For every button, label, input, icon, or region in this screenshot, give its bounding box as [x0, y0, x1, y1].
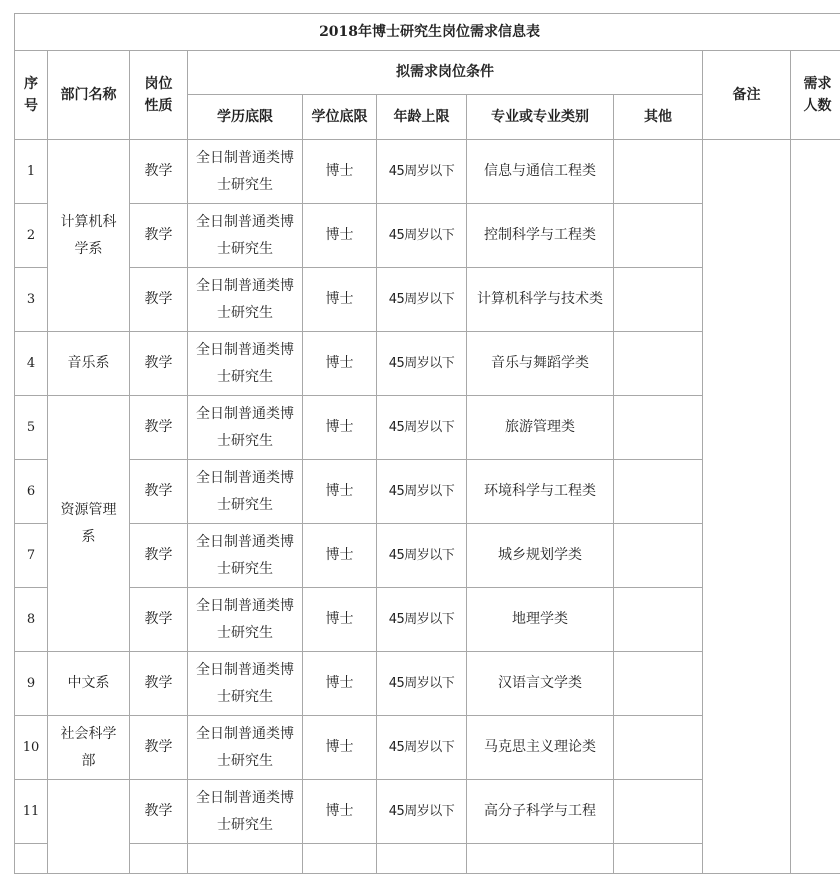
cell-seq: 10	[15, 716, 48, 780]
cell-education: 全日制普通类博士研究生	[188, 268, 303, 332]
recruitment-table	[14, 13, 840, 874]
cell-major: 城乡规划学类	[467, 524, 614, 588]
cell-seq: 5	[15, 396, 48, 460]
header-remark: 备注	[703, 51, 791, 140]
cell-age: 45周岁以下	[377, 588, 467, 652]
cell-degree: 博士	[303, 780, 377, 844]
cell-seq: 7	[15, 524, 48, 588]
cell-degree: 博士	[303, 716, 377, 780]
header-count: 需求人数	[791, 51, 840, 140]
cell-seq: 1	[15, 140, 48, 204]
cell-empty	[303, 844, 377, 874]
cell-post-type: 教学	[130, 332, 188, 396]
cell-age: 45周岁以下	[377, 268, 467, 332]
cell-major: 汉语言文学类	[467, 652, 614, 716]
cell-age: 45周岁以下	[377, 204, 467, 268]
cell-other	[614, 204, 703, 268]
cell-other	[614, 332, 703, 396]
cell-remark	[703, 140, 791, 874]
header-seq: 序号	[15, 51, 48, 140]
cell-empty	[467, 844, 614, 874]
cell-other	[614, 716, 703, 780]
cell-post-type: 教学	[130, 716, 188, 780]
cell-education: 全日制普通类博士研究生	[188, 460, 303, 524]
table-title: 2018年博士研究生岗位需求信息表	[15, 14, 840, 51]
cell-post-type: 教学	[130, 140, 188, 204]
cell-major: 地理学类	[467, 588, 614, 652]
cell-other	[614, 588, 703, 652]
cell-other	[614, 268, 703, 332]
cell-degree: 博士	[303, 460, 377, 524]
cell-empty	[377, 844, 467, 874]
cell-degree: 博士	[303, 268, 377, 332]
cell-post-type: 教学	[130, 268, 188, 332]
cell-education: 全日制普通类博士研究生	[188, 716, 303, 780]
cell-major: 音乐与舞蹈学类	[467, 332, 614, 396]
cell-education: 全日制普通类博士研究生	[188, 140, 303, 204]
header-post-type: 岗位性质	[130, 51, 188, 140]
header-other: 其他	[614, 95, 703, 140]
cell-age: 45周岁以下	[377, 396, 467, 460]
cell-seq: 9	[15, 652, 48, 716]
cell-other	[614, 652, 703, 716]
header-education: 学历底限	[188, 95, 303, 140]
cell-education: 全日制普通类博士研究生	[188, 524, 303, 588]
cell-post-type: 教学	[130, 524, 188, 588]
cell-seq: 3	[15, 268, 48, 332]
cell-age: 45周岁以下	[377, 780, 467, 844]
cell-degree: 博士	[303, 204, 377, 268]
cell-department: 音乐系	[48, 332, 130, 396]
cell-age: 45周岁以下	[377, 140, 467, 204]
cell-department: 资源管理系	[48, 396, 130, 652]
cell-post-type: 教学	[130, 652, 188, 716]
cell-seq: 8	[15, 588, 48, 652]
cell-other	[614, 780, 703, 844]
cell-seq: 6	[15, 460, 48, 524]
cell-post-type: 教学	[130, 396, 188, 460]
cell-degree: 博士	[303, 332, 377, 396]
cell-major: 计算机科学与技术类	[467, 268, 614, 332]
cell-department: 社会科学部	[48, 716, 130, 780]
cell-seq: 2	[15, 204, 48, 268]
cell-education: 全日制普通类博士研究生	[188, 204, 303, 268]
header-major: 专业或专业类别	[467, 95, 614, 140]
header-dept: 部门名称	[48, 51, 130, 140]
cell-age: 45周岁以下	[377, 460, 467, 524]
cell-age: 45周岁以下	[377, 652, 467, 716]
cell-major: 环境科学与工程类	[467, 460, 614, 524]
cell-education: 全日制普通类博士研究生	[188, 588, 303, 652]
cell-post-type: 教学	[130, 588, 188, 652]
cell-degree: 博士	[303, 140, 377, 204]
cell-empty	[15, 844, 48, 874]
header-age: 年龄上限	[377, 95, 467, 140]
cell-department: 计算机科学系	[48, 140, 130, 332]
cell-post-type: 教学	[130, 780, 188, 844]
cell-other	[614, 396, 703, 460]
cell-major: 信息与通信工程类	[467, 140, 614, 204]
cell-empty	[614, 844, 703, 874]
cell-major: 控制科学与工程类	[467, 204, 614, 268]
cell-age: 45周岁以下	[377, 524, 467, 588]
cell-seq: 4	[15, 332, 48, 396]
cell-degree: 博士	[303, 652, 377, 716]
cell-other	[614, 524, 703, 588]
table-row	[15, 140, 840, 204]
cell-other	[614, 140, 703, 204]
cell-degree: 博士	[303, 524, 377, 588]
cell-department: 中文系	[48, 652, 130, 716]
cell-education: 全日制普通类博士研究生	[188, 652, 303, 716]
header-conditions: 拟需求岗位条件	[188, 51, 703, 95]
cell-post-type: 教学	[130, 204, 188, 268]
cell-degree: 博士	[303, 396, 377, 460]
cell-age: 45周岁以下	[377, 716, 467, 780]
cell-department	[48, 780, 130, 874]
cell-education: 全日制普通类博士研究生	[188, 332, 303, 396]
cell-seq: 11	[15, 780, 48, 844]
cell-major: 马克思主义理论类	[467, 716, 614, 780]
header-degree: 学位底限	[303, 95, 377, 140]
cell-education: 全日制普通类博士研究生	[188, 780, 303, 844]
cell-major: 旅游管理类	[467, 396, 614, 460]
cell-other	[614, 460, 703, 524]
cell-education: 全日制普通类博士研究生	[188, 396, 303, 460]
cell-empty	[130, 844, 188, 874]
cell-degree: 博士	[303, 588, 377, 652]
cell-empty	[188, 844, 303, 874]
cell-count	[791, 140, 840, 874]
cell-post-type: 教学	[130, 460, 188, 524]
cell-major: 高分子科学与工程	[467, 780, 614, 844]
cell-age: 45周岁以下	[377, 332, 467, 396]
